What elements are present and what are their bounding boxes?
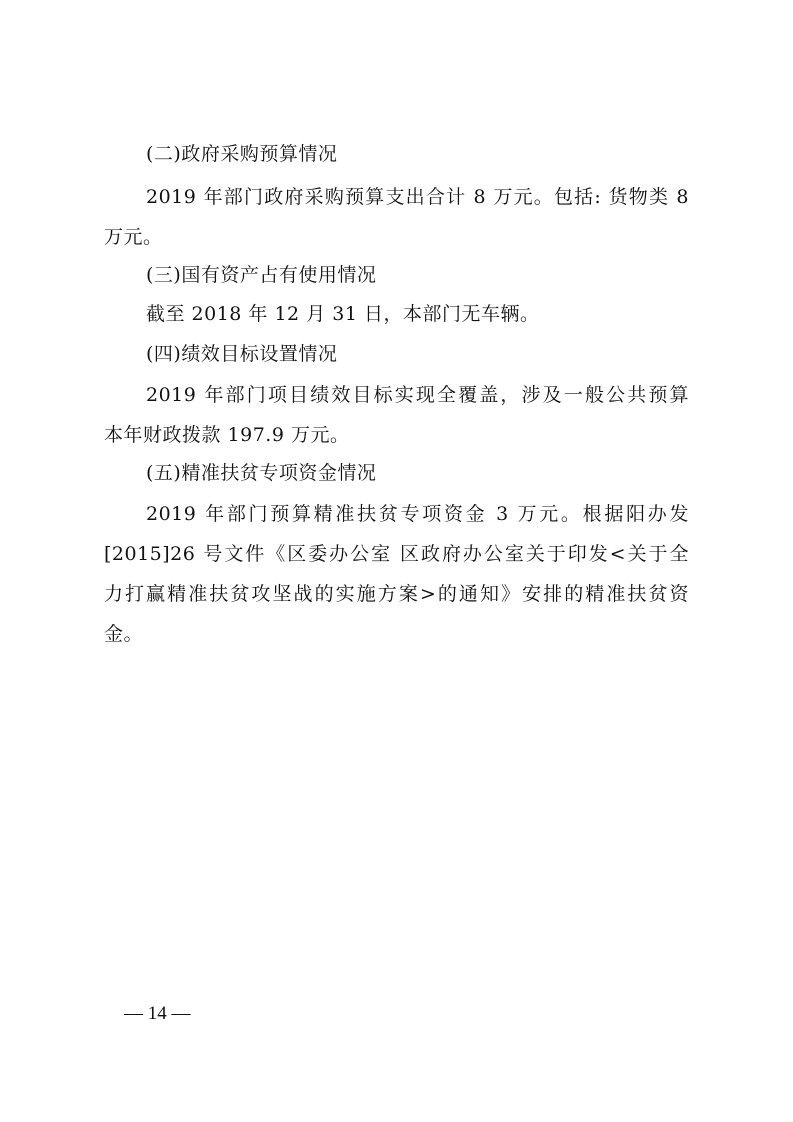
paragraph-line: 力打赢精准扶贫攻坚战的实施方案>的通知》安排的精准扶贫资 xyxy=(104,583,689,605)
section-heading-assets: (三)国有资产占有使用情况 xyxy=(146,264,377,286)
paragraph-line: 截至 2018 年 12 月 31 日，本部门无车辆。 xyxy=(146,303,540,325)
paragraph-line: 金。 xyxy=(104,623,144,645)
section-heading-performance: (四)绩效目标设置情况 xyxy=(146,343,338,365)
section-heading-procurement: (二)政府采购预算情况 xyxy=(146,143,338,165)
paragraph-line: 2019 年部门政府采购预算支出合计 8 万元。包括: 货物类 8 xyxy=(146,186,689,208)
paragraph-line: 本年财政拨款 197.9 万元。 xyxy=(104,424,350,446)
paragraph-line: 2019 年部门项目绩效目标实现全覆盖，涉及一般公共预算 xyxy=(146,384,689,406)
paragraph-line: 2019 年部门预算精准扶贫专项资金 3 万元。根据阳办发 xyxy=(146,503,689,525)
section-heading-poverty-fund: (五)精准扶贫专项资金情况 xyxy=(146,462,377,484)
paragraph-line: 万元。 xyxy=(104,226,163,248)
page-number: — 14 — xyxy=(124,1003,191,1024)
paragraph-line: [2015]26 号文件《区委办公室 区政府办公室关于印发<关于全 xyxy=(104,543,689,565)
